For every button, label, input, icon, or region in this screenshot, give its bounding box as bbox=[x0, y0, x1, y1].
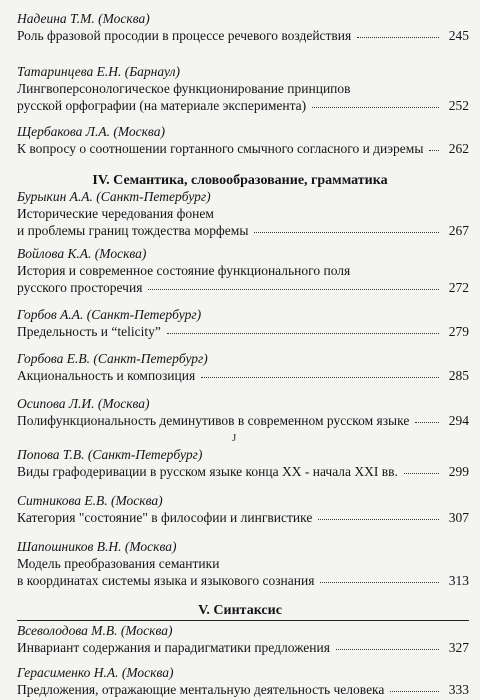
entry-author: Горбова Е.В. (Санкт-Петербург) bbox=[17, 351, 208, 366]
entry-title-text: русского просторечия bbox=[17, 280, 143, 295]
toc-entry bbox=[17, 446, 469, 480]
dot-leader bbox=[336, 639, 439, 650]
toc-entry bbox=[17, 538, 469, 589]
entry-title-text: Акциональность и композиция bbox=[17, 368, 196, 383]
entry-title-line bbox=[17, 681, 469, 698]
toc-entry bbox=[17, 10, 469, 44]
entry-page-number: 279 bbox=[448, 324, 469, 339]
dot-leader bbox=[318, 509, 439, 520]
entry-page-number: 313 bbox=[448, 573, 469, 588]
dot-leader bbox=[404, 463, 439, 474]
entry-title-line bbox=[17, 509, 469, 526]
entry-title-line bbox=[17, 279, 469, 296]
entry-author: Щербакова Л.А. (Москва) bbox=[17, 124, 165, 139]
dot-leader bbox=[167, 323, 439, 334]
entry-title-line bbox=[17, 97, 469, 114]
toc-entry bbox=[17, 492, 469, 526]
entry-author: Всеволодова М.В. (Москва) bbox=[17, 623, 173, 638]
entry-page-number: 299 bbox=[448, 464, 469, 479]
section-heading: V. Синтаксис bbox=[198, 603, 282, 618]
entry-title-text: Предельность и “telicity” bbox=[17, 324, 161, 339]
entry-page-number: 285 bbox=[448, 368, 469, 383]
entry-title-text: Предложения, отражающие ментальную деятельность человека bbox=[17, 682, 385, 697]
entry-title-text: Виды графодеривации в русском языке конца XX - начала XXI вв. bbox=[17, 464, 398, 479]
entry-page-number: 327 bbox=[448, 640, 469, 655]
entry-title-line: Исторические чередования фонем bbox=[17, 206, 214, 221]
entry-title-text: Полифункциональность деминутивов в современном русском языке bbox=[17, 413, 410, 428]
entry-author: Горбов А.А. (Санкт-Петербург) bbox=[17, 307, 202, 322]
entry-title-text: и проблемы границ тождества морфемы bbox=[17, 223, 249, 238]
entry-page-number: 245 bbox=[448, 28, 469, 43]
entry-title-text: Категория "состояние" в философии и лингвистике bbox=[17, 510, 313, 525]
entry-page-number: 294 bbox=[448, 413, 469, 428]
entry-author: Осипова Л.И. (Москва) bbox=[17, 396, 150, 411]
dot-leader bbox=[201, 367, 439, 378]
dot-leader bbox=[254, 222, 439, 233]
section-divider bbox=[17, 620, 469, 621]
stray-mark: J bbox=[232, 432, 237, 444]
entry-title-line bbox=[17, 27, 469, 44]
entry-title-line bbox=[17, 463, 469, 480]
entry-title-text: Роль фразовой просодии в процессе речевого воздействия bbox=[17, 28, 352, 43]
entry-author: Шапошников В.Н. (Москва) bbox=[17, 539, 177, 554]
entry-title-line bbox=[17, 140, 469, 157]
toc-entry bbox=[17, 123, 469, 157]
entry-title-text: русской орфографии (на материале эксперимента) bbox=[17, 98, 307, 113]
entry-title-line bbox=[17, 323, 469, 340]
toc-entry bbox=[17, 664, 469, 698]
entry-author: Татаринцева Е.Н. (Барнаул) bbox=[17, 64, 180, 79]
entry-title-text: Инвариант содержания и парадигматики предложения bbox=[17, 640, 330, 655]
entry-page-number: 333 bbox=[448, 682, 469, 697]
entry-title-text: в координатах системы языка и языкового сознания bbox=[17, 573, 315, 588]
entry-author: Попова Т.В. (Санкт-Петербург) bbox=[17, 447, 203, 462]
entry-title-line: Лингвоперсонологическое функционирование принципов bbox=[17, 81, 351, 96]
dot-leader bbox=[357, 27, 439, 38]
toc-entry bbox=[17, 350, 469, 384]
entry-author: Ситникова Е.В. (Москва) bbox=[17, 493, 163, 508]
dot-leader bbox=[320, 572, 439, 583]
dot-leader bbox=[415, 412, 439, 423]
entry-page-number: 262 bbox=[448, 141, 469, 156]
entry-page-number: 272 bbox=[448, 280, 469, 295]
entry-title-line bbox=[17, 222, 469, 239]
dot-leader bbox=[148, 279, 439, 290]
toc-entry bbox=[17, 63, 469, 114]
entry-page-number: 307 bbox=[448, 510, 469, 525]
entry-author: Герасименко Н.А. (Москва) bbox=[17, 665, 174, 680]
entry-title-text: К вопросу о соотношении гортанного смычного согласного и диэремы bbox=[17, 141, 424, 156]
toc-entry bbox=[17, 306, 469, 340]
entry-author: Бурыкин А.А. (Санкт-Петербург) bbox=[17, 189, 211, 204]
dot-leader bbox=[312, 97, 439, 108]
entry-title-line: История и современное состояние функционального поля bbox=[17, 263, 351, 278]
entry-page-number: 252 bbox=[448, 98, 469, 113]
entry-title-line bbox=[17, 412, 469, 429]
entry-page-number: 267 bbox=[448, 223, 469, 238]
entry-title-line bbox=[17, 572, 469, 589]
entry-author: Надеина Т.М. (Москва) bbox=[17, 11, 150, 26]
entry-title-line bbox=[17, 639, 469, 656]
toc-entry bbox=[17, 395, 469, 429]
entry-title-line: Модель преобразования семантики bbox=[17, 556, 220, 571]
entry-title-line bbox=[17, 367, 469, 384]
section-heading: IV. Семантика, словообразование, грамматика bbox=[92, 173, 388, 188]
entry-author: Войлова К.А. (Москва) bbox=[17, 246, 147, 261]
toc-entry bbox=[17, 188, 469, 239]
dot-leader bbox=[390, 681, 439, 692]
toc-entry bbox=[17, 245, 469, 296]
dot-leader bbox=[429, 140, 439, 151]
toc-entry bbox=[17, 622, 469, 656]
